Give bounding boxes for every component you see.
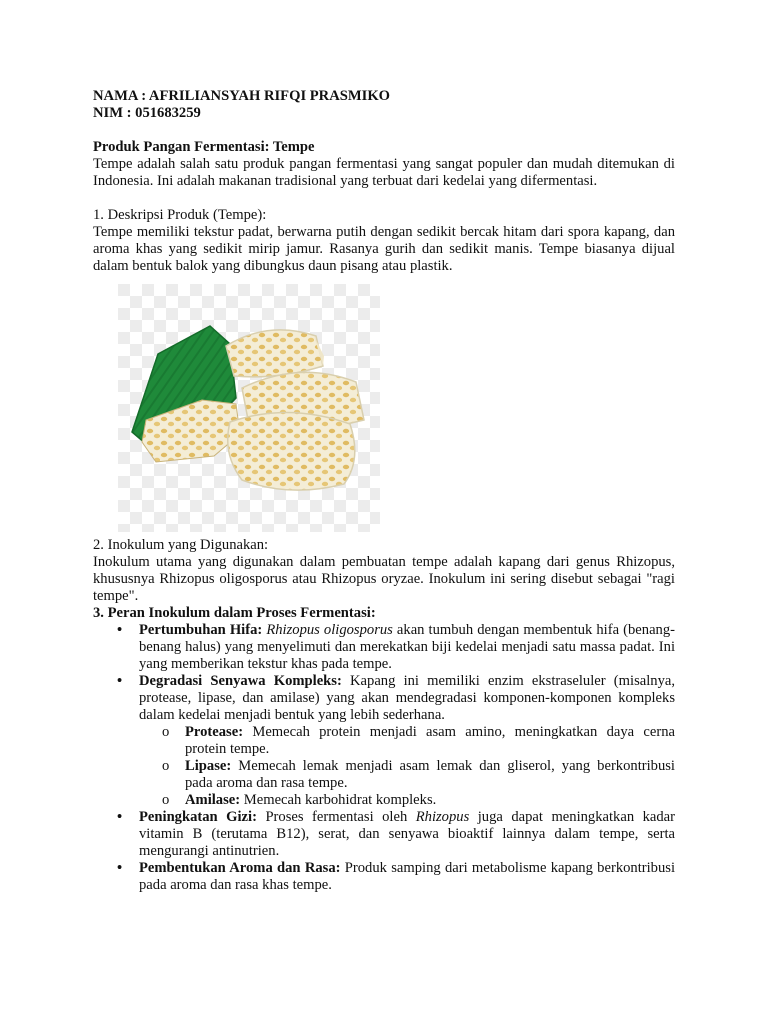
list-item-pertumbuhan-hifa: • Pertumbuhan Hifa: Rhizopus oligosporus akan tumbuh dengan membentuk hifa (benang-benang halus) yang menyelimuti dan merekatkan biji kedelai menjadi satu massa padat. Ini yang memberikan tekstur khas pada tempe. bbox=[139, 622, 675, 673]
tempe-illustration-icon bbox=[118, 284, 380, 532]
sublist-item-amilase: o Amilase: Memecah karbohidrat kompleks. bbox=[185, 792, 675, 809]
list-item-aroma-rasa: • Pembentukan Aroma dan Rasa: Produk samping dari metabolisme kapang berkontribusi pada aroma dan rasa khas tempe. bbox=[139, 860, 675, 894]
intro-paragraph: Tempe adalah salah satu produk pangan fermentasi yang sangat populer dan mudah ditemukan di Indonesia. Ini adalah makanan tradisional yang terbuat dari kedelai yang difermentasi. bbox=[93, 156, 675, 189]
section-2-heading: 2. Inokulum yang Digunakan: bbox=[93, 537, 269, 553]
list-item-degradasi: • Degradasi Senyawa Kompleks: Kapang ini memiliki enzim ekstraseluler (misalnya, protease, lipase, dan amilase) yang akan mendegradasi komponen-komponen kompleks dalam kedelai menjadi bentuk yang lebih sederhana. o Protease: Memecah protein menjadi asam amino, meningkatkan daya cerna protein tempe. o Lipase: Memecah lemak menjadi asam lemak dan gliserol, yang berkontribusi pada aroma dan rasa tempe. o Amilase: Memecah karbohidrat kompleks. bbox=[139, 673, 675, 809]
section-2-paragraph: Inokulum utama yang digunakan dalam pembuatan tempe adalah kapang dari genus Rhizopus, khususnya Rhizopus oligosporus atau Rhizopus oryzae. Inokulum ini sering disebut sebagai "ragi tempe". bbox=[93, 554, 675, 604]
document-content bbox=[93, 88, 675, 894]
section-1-heading: 1. Deskripsi Produk (Tempe): bbox=[93, 207, 267, 223]
intro-title: Produk Pangan Fermentasi: Tempe bbox=[93, 139, 315, 155]
sublist-item-protease: o Protease: Memecah protein menjadi asam amino, meningkatkan daya cerna protein tempe. bbox=[185, 724, 675, 758]
list-item-peningkatan-gizi: • Peningkatan Gizi: Proses fermentasi oleh Rhizopus juga dapat meningkatkan kadar vitamin B (terutama B12), serat, dan senyawa bioaktif lainnya dalam tempe, serta mengurangi antinutrien. bbox=[139, 809, 675, 860]
student-id: NIM : 051683259 bbox=[93, 105, 201, 121]
section-3-heading: 3. Peran Inokulum dalam Proses Fermentasi: bbox=[93, 605, 376, 621]
student-name: NAMA : AFRILIANSYAH RIFQI PRASMIKO bbox=[93, 88, 391, 104]
section-3-list bbox=[93, 622, 675, 894]
section-1-paragraph: Tempe memiliki tekstur padat, berwarna putih dengan sedikit bercak hitam dari spora kapang, dan aroma khas yang sedikit mirip jamur. Rasanya gurih dan sedikit manis. Tempe biasanya dijual dalam bentuk balok yang dibungkus daun pisang atau plastik. bbox=[93, 224, 675, 274]
enzyme-sublist bbox=[139, 724, 675, 809]
sublist-item-lipase: o Lipase: Memecah lemak menjadi asam lemak dan gliserol, yang berkontribusi pada aroma dan rasa tempe. bbox=[185, 758, 675, 792]
tempe-image bbox=[93, 275, 675, 537]
